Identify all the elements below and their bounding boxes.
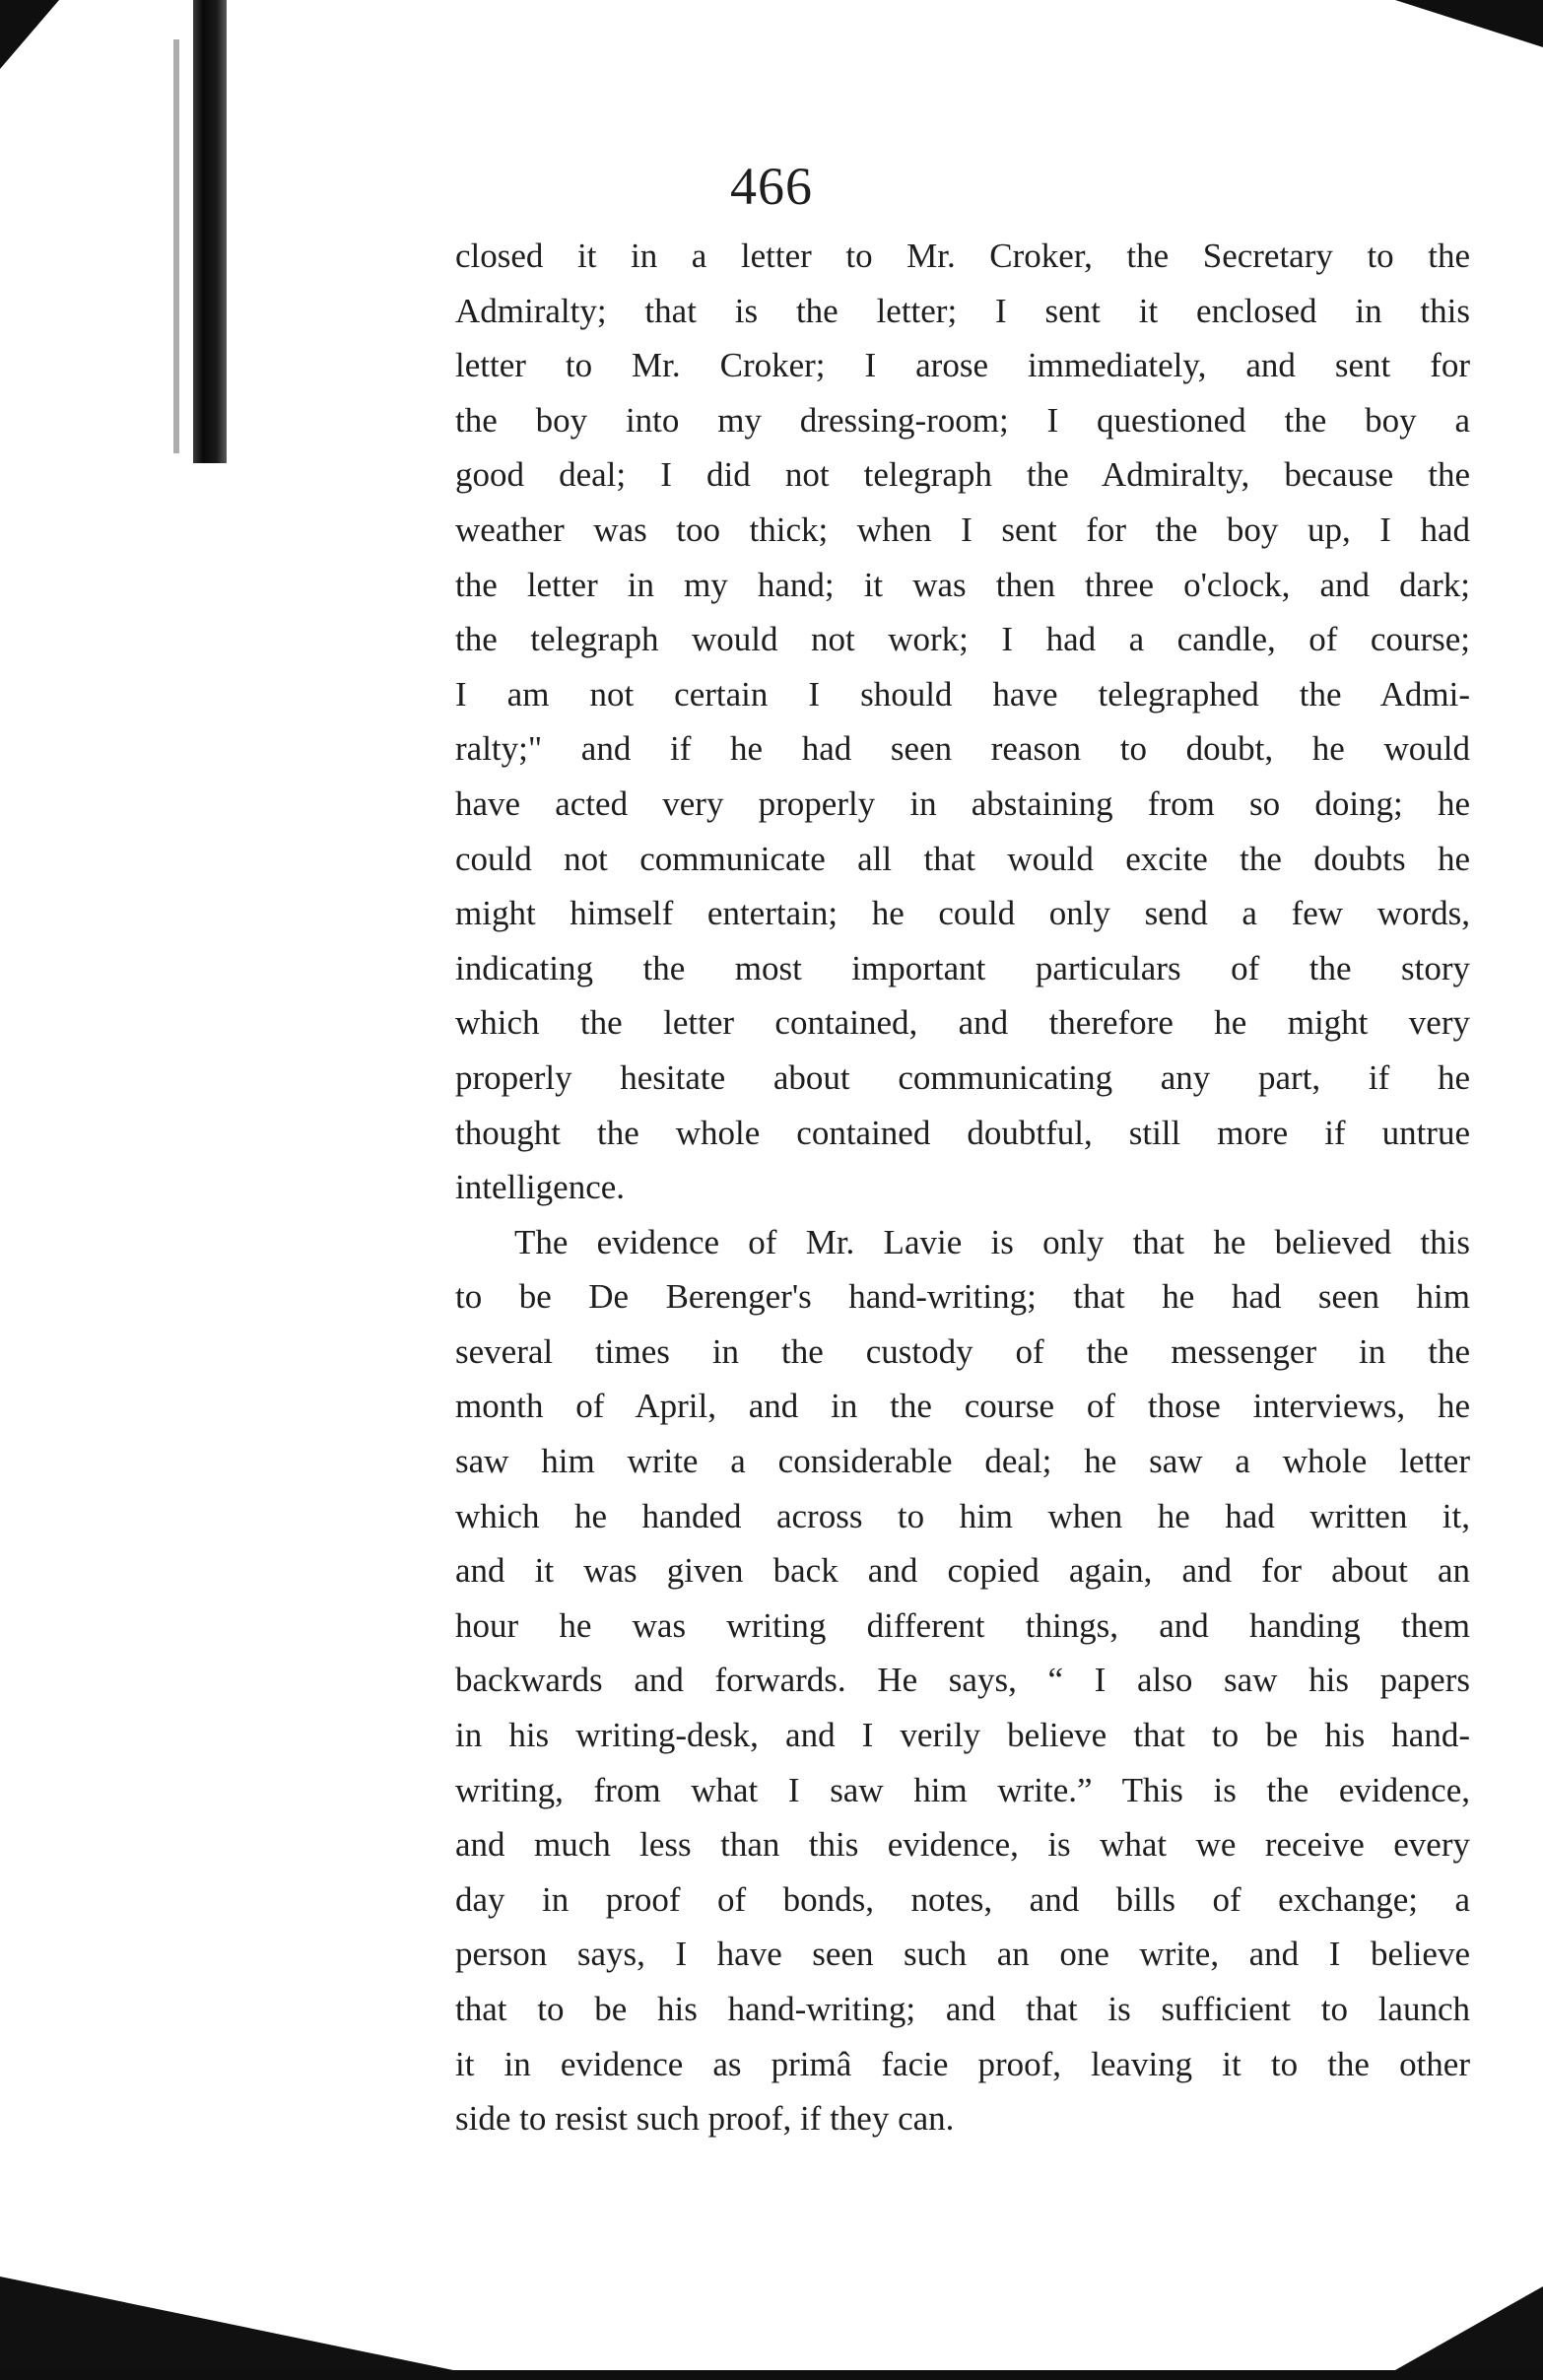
paragraph bbox=[455, 1215, 1470, 2146]
text-line: and much less than this evidence, is what we receive every bbox=[455, 1825, 1470, 1865]
text-line: letter to Mr. Croker; I arose immediately, and sent for bbox=[455, 346, 1470, 385]
paragraph bbox=[455, 229, 1470, 1215]
text-line: ralty;" and if he had seen reason to doubt, he would bbox=[455, 729, 1470, 769]
text-line: closed it in a letter to Mr. Croker, the Secretary to the bbox=[455, 237, 1470, 275]
text-line: the telegraph would not work; I had a candle, of course; bbox=[455, 620, 1470, 659]
text-line: writing, from what I saw him write.” This is the evidence, bbox=[455, 1770, 1470, 1809]
text-line: several times in the custody of the messenger in the bbox=[455, 1331, 1470, 1371]
scan-corner-top-right bbox=[1395, 0, 1543, 47]
text-line: person says, I have seen such an one write, and I believe bbox=[455, 1935, 1470, 1974]
text-line: indicating the most important particulars of the story bbox=[455, 948, 1470, 987]
text-line: have acted very properly in abstaining from so doing; he bbox=[455, 783, 1470, 823]
scan-corner-bottom-right bbox=[1395, 2286, 1543, 2370]
scan-binding-line bbox=[173, 39, 179, 453]
scan-binding-shadow bbox=[193, 0, 227, 463]
text-line: in his writing-desk, and I verily believe that to be his hand- bbox=[455, 1716, 1470, 1755]
text-line: hour he was writing different things, and handing them bbox=[455, 1605, 1470, 1645]
text-line: that to be his hand-writing; and that is sufficient to launch bbox=[455, 1990, 1470, 2028]
text-line: properly hesitate about communicating any part, if he bbox=[455, 1057, 1470, 1097]
text-line: which he handed across to him when he had written it, bbox=[455, 1496, 1470, 1535]
text-line: to be De Berenger's hand-writing; that he had seen him bbox=[455, 1277, 1470, 1317]
text-line: I am not certain I should have telegraphed the Admi- bbox=[455, 674, 1470, 714]
scan-bottom-edge bbox=[0, 2370, 1543, 2380]
text-line: good deal; I did not telegraph the Admiralty, because the bbox=[455, 455, 1470, 495]
text-line: weather was too thick; when I sent for the boy up, I had bbox=[455, 510, 1470, 549]
text-line: Admiralty; that is the letter; I sent it enclosed in this bbox=[455, 291, 1470, 330]
text-line: could not communicate all that would excite the doubts he bbox=[455, 839, 1470, 878]
text-line: thought the whole contained doubtful, still more if untrue bbox=[455, 1113, 1470, 1152]
page-number: 466 bbox=[730, 157, 813, 216]
text-line: The evidence of Mr. Lavie is only that he believed this bbox=[514, 1222, 1470, 1261]
text-line: which the letter contained, and therefore he might very bbox=[455, 1003, 1470, 1043]
text-line: month of April, and in the course of those interviews, he bbox=[455, 1387, 1470, 1426]
text-line: day in proof of bonds, notes, and bills of exchange; a bbox=[455, 1879, 1470, 1919]
scan-corner-bottom-left bbox=[0, 2277, 453, 2370]
scan-corner-top-left bbox=[0, 0, 59, 69]
text-line: side to resist such proof, if they can. bbox=[455, 2099, 955, 2139]
text-line: backwards and forwards. He says, “ I also saw his papers bbox=[455, 1661, 1470, 1700]
text-line: intelligence. bbox=[455, 1168, 626, 1207]
body-text bbox=[455, 229, 1470, 2146]
text-line: might himself entertain; he could only send a few words, bbox=[455, 894, 1470, 933]
text-line: the letter in my hand; it was then three o'clock, and dark; bbox=[455, 565, 1470, 604]
text-line: saw him write a considerable deal; he saw a whole letter bbox=[455, 1442, 1470, 1481]
text-line: and it was given back and copied again, and for about an bbox=[455, 1551, 1470, 1591]
text-line: it in evidence as primâ facie proof, leaving it to the other bbox=[455, 2044, 1470, 2083]
text-line: the boy into my dressing-room; I questioned the boy a bbox=[455, 400, 1470, 440]
